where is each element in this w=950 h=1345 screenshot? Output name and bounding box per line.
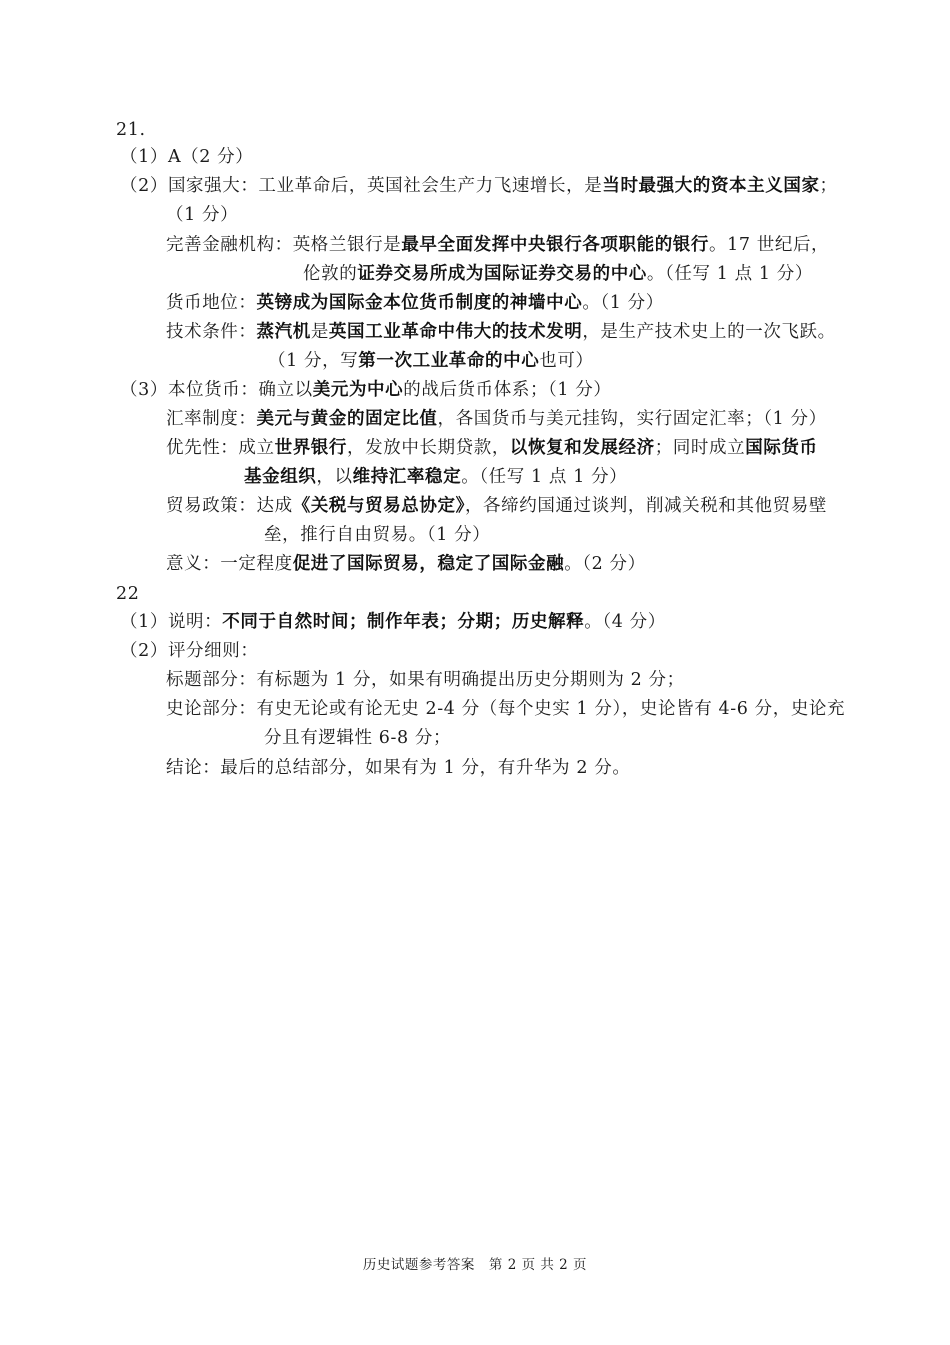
text: ，以 [316,467,353,487]
q21-part1 [120,145,253,169]
q21-part3-line4 [244,465,627,489]
part-label: （1） [120,147,168,167]
text: 贸易政策：达成 [166,496,293,516]
key-point: 最早全面发挥中央银行各项职能的银行 [401,235,710,255]
text: 意义：一定程度 [166,554,293,574]
text: ； [819,176,838,196]
key-point: 基金组织 [244,467,317,487]
text: ；同时成立 [654,438,746,458]
key-point: 当时最强大的资本主义国家 [602,176,820,196]
q21-part3-line5 [166,494,827,518]
q21-part2-line6 [166,320,836,344]
q22-rule-title: 标题部分：有标题为 1 分，如果有明确提出历史分期则为 2 分； [166,670,685,690]
key-point: 维持汇率稳定 [352,467,462,487]
q21-part3-line7 [166,552,646,576]
text: ，各国货币与美元挂钩，实行固定汇率；（1 分） [437,409,827,429]
part-label: （3） [120,380,168,400]
text: 说明： [167,612,223,632]
q22-part1 [120,610,666,634]
text: 的战后货币体系；（1 分） [403,380,612,400]
text: 是 [310,322,329,342]
q21-part3-line1 [120,378,612,402]
key-point: 英国工业革命中伟大的技术发明 [328,322,583,342]
q21-part3-line6: 垒，推行自由贸易。（1 分） [264,525,491,545]
text: 。（任写 1 点 1 分） [646,264,813,284]
q21-part2-line4 [303,262,813,286]
text: 。（1 分） [582,293,664,313]
text: ，各缔约国通过谈判，削减关税和其他贸易壁 [464,496,827,516]
text: 评分细则： [167,641,259,661]
q21-part2-line3 [166,233,829,257]
key-point: 促进了国际贸易，稳定了国际金融 [292,554,565,574]
text: 。（4 分） [584,612,666,632]
q22-rule-argument: 史论部分：有史无论或有论无史 2-4 分（每个史实 1 分），史论皆有 4-6 分，史论充 [166,699,846,719]
key-point: 证券交易所成为国际证券交易的中心 [357,264,647,284]
key-point: 国际货币 [745,438,818,458]
q21-part2-line5 [166,291,664,315]
text: ，是生产技术史上的一次飞跃。 [582,322,836,342]
q21-part2-line7 [268,349,594,373]
page-footer: 历史试题参考答案 第 2 页 共 2 页 [362,1257,588,1273]
key-point: 不同于自然时间；制作年表；分期；历史解释 [222,612,585,632]
part-label: （1） [120,612,168,632]
text: 完善金融机构：英格兰银行是 [166,235,402,255]
key-point: 《关税与贸易总协定》 [292,496,465,516]
key-point: 英镑成为国际金本位货币制度的神墙中心 [256,293,583,313]
text: 。（任写 1 点 1 分） [461,467,628,487]
text: 汇率制度： [166,409,257,429]
key-point: 世界银行 [274,438,348,458]
text: 国家强大：工业革命后，英国社会生产力飞速增长，是 [167,176,603,196]
text: 优先性：成立 [166,438,275,458]
q21-part3-line2 [166,407,827,431]
text: 。17 世纪后， [709,235,830,255]
text: 技术条件： [166,322,257,342]
text: 也可） [539,351,594,371]
q21-part2-line2: （1 分） [166,205,239,225]
text: ，发放中长期贷款， [347,438,510,458]
key-point: 以恢复和发展经济 [509,438,655,458]
key-point: 美元为中心 [312,380,404,400]
text: （1 分，写 [268,351,359,371]
text: 货币地位： [166,293,257,313]
answer-text: A（2 分） [167,147,254,167]
text: 伦敦的 [303,264,358,284]
part-label: （2） [120,176,168,196]
part-label: （2） [120,641,168,661]
key-point: 美元与黄金的固定比值 [256,409,438,429]
q22-rule-conclusion: 结论：最后的总结部分，如果有为 1 分，有升华为 2 分。 [166,758,631,778]
key-point: 蒸汽机 [256,322,311,342]
q22-rule-argument-cont: 分且有逻辑性 6-8 分； [264,728,452,748]
q21-number: 21. [116,120,146,140]
q22-part2-title [120,639,258,663]
key-point: 第一次工业革命的中心 [358,351,540,371]
q21-part2-line1 [120,174,838,198]
q21-part3-line3 [166,436,818,460]
text: 。（2 分） [564,554,646,574]
q22-number: 22 [116,584,140,604]
text: 本位货币：确立以 [167,380,313,400]
